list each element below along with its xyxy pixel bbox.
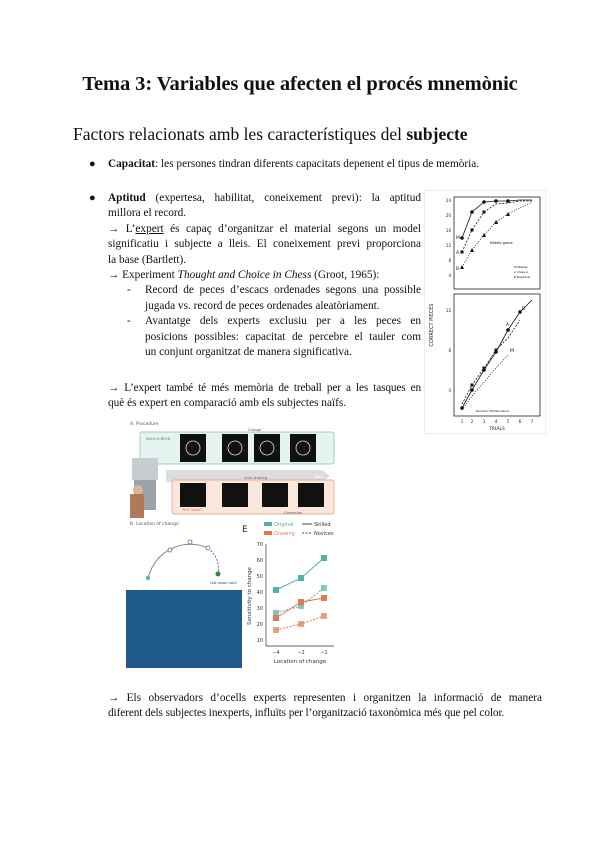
data-point	[506, 328, 510, 332]
experiment-arrow: → Experiment	[108, 269, 178, 282]
bullet-aptitud	[108, 191, 421, 360]
x-tick: 4	[494, 419, 498, 424]
legend-drawing: Drawing	[274, 531, 295, 537]
bottom-tick: 4	[448, 388, 451, 393]
experiment-line	[108, 268, 421, 283]
marker-label: B	[456, 267, 460, 272]
legend-item: A Class A	[514, 270, 528, 274]
bottom-tick: 8	[448, 348, 451, 353]
legend-swatch-original	[264, 522, 272, 526]
data-point	[461, 251, 464, 254]
section-heading	[73, 124, 468, 145]
data-point	[298, 599, 304, 605]
data-point	[471, 229, 474, 232]
figure-frame	[424, 190, 546, 434]
dash2-line1: Avantatge dels experts exclusiu per a les peces en	[145, 315, 421, 328]
data-point	[460, 236, 464, 240]
data-point	[273, 615, 279, 621]
dash-item-1	[108, 283, 421, 314]
data-point	[471, 384, 474, 387]
blue-photo-area	[126, 590, 242, 668]
y-tick: 70	[256, 542, 263, 548]
expert-line2: significatiu i subjecte a lleis. El coneixement previ proporciona	[108, 238, 421, 251]
drawing-experiment-figure	[126, 418, 338, 670]
top-tick: 12	[445, 243, 451, 248]
y-tick: 60	[256, 558, 263, 564]
y-axis-label: Sensitivity to change	[247, 567, 253, 625]
top-panel-label: Middle game	[490, 241, 513, 245]
y-tick: 20	[256, 622, 263, 628]
change-label: Change	[248, 428, 262, 432]
screen-frame	[290, 434, 316, 462]
x-axis-label: Location of change	[273, 659, 327, 665]
dash-marker: -	[127, 315, 131, 328]
time-label: Time	[314, 475, 323, 479]
legend-novices: Novices	[314, 531, 334, 537]
expert-word: expert	[135, 222, 164, 235]
y-tick: 50	[256, 574, 263, 580]
legend-original: Original	[274, 522, 294, 528]
y-tick: 10	[256, 638, 263, 644]
pen-tablet-label: PEN TABLET	[182, 508, 204, 512]
experiment-ref: (Groot, 1965):	[311, 269, 380, 282]
top-tick: 24	[445, 198, 451, 203]
data-point	[298, 621, 304, 627]
section-heading-text: Factors relacionats amb les característiques del	[73, 124, 407, 144]
marker-label: B	[522, 307, 526, 312]
curve-point	[168, 548, 172, 552]
expert-line3: la base (Bartlett).	[108, 253, 187, 266]
data-point	[494, 199, 498, 203]
screen-frame	[254, 434, 280, 462]
panel-e-label: E	[242, 525, 248, 535]
top-tick: 16	[445, 228, 451, 233]
capacitat-text: : les persones tindran diferents capacitats depenent el tipus de memòria.	[155, 158, 480, 170]
dash-marker: -	[127, 284, 131, 297]
dash1-line2: jugada vs. record de peces ordenades aleatòriament.	[145, 299, 380, 312]
dash-item-2	[108, 314, 421, 360]
x-tick: 2	[470, 419, 474, 424]
data-point	[483, 211, 486, 214]
marker-label: A	[456, 251, 460, 256]
data-point	[495, 349, 498, 352]
expert-line1-text: és capaç d’organitzar el material segons un model	[163, 222, 421, 235]
marker-label: M	[510, 349, 514, 354]
birdwatchers-line2: diferent dels subjectes inexperts, influïts per l’organització taxonòmica més que pel color.	[108, 707, 505, 720]
x-tick: 1	[460, 419, 464, 424]
y-tick: 30	[256, 606, 263, 612]
experiment-title: Thought and Choice in Chess	[177, 269, 312, 282]
panel-a-label: A. Procedure	[130, 422, 159, 427]
top-tick: 4	[448, 273, 451, 278]
data-point	[273, 627, 279, 633]
term-aptitud: Aptitud	[108, 192, 146, 204]
data-point	[470, 210, 474, 214]
data-point	[321, 613, 327, 619]
data-point	[482, 200, 486, 204]
data-point	[321, 555, 327, 561]
person-head	[133, 485, 143, 495]
panel-b-label: B. Location of change	[130, 522, 179, 527]
tablet-frame	[298, 483, 324, 507]
dash2-line2: posicions possibles: capacitat de percebre el tauler com	[145, 330, 421, 343]
tablet-frame	[180, 483, 206, 507]
working-memory-line2: què és expert en comparació amb els subjectes naïfs.	[108, 397, 347, 410]
term-capacitat: Capacitat	[108, 158, 156, 170]
x-tick: 6	[518, 419, 522, 424]
top-tick: 8	[448, 258, 451, 263]
y-axis-label: CORRECT PIECES	[429, 303, 435, 347]
marker-label: M	[456, 236, 460, 241]
last-drawn-label: Last drawn point	[210, 581, 237, 585]
aptitud-line1	[108, 191, 421, 206]
curve-point	[188, 540, 192, 544]
tablet-frame	[262, 483, 288, 507]
monitor-shape	[132, 458, 158, 480]
y-tick: 40	[256, 590, 263, 596]
aptitud-line1-text: (expertesa, habilitat, coneixement previ): la aptitud	[145, 192, 421, 204]
apparatus-illustration	[130, 458, 158, 518]
data-point	[298, 575, 304, 581]
x-tick: 5	[506, 419, 510, 424]
working-memory-para	[108, 381, 421, 412]
last-drawn-point	[216, 572, 221, 577]
bullet-marker: ●	[89, 192, 96, 204]
expert-arrow: → L’	[108, 222, 136, 235]
working-memory-line1: → L’expert també té més memòria de treball per a les tasques en	[108, 382, 421, 394]
x-tick: −2	[297, 650, 305, 656]
screen-frame	[180, 434, 206, 462]
data-point	[321, 595, 327, 601]
curve-point	[206, 546, 210, 550]
data-point	[470, 388, 474, 392]
marker-label: A	[506, 323, 510, 328]
screen-frame	[222, 434, 248, 462]
person-body	[130, 494, 144, 518]
aptitud-line2: millora el record.	[108, 207, 187, 220]
legend-item: M Master	[514, 265, 528, 269]
legend-item: B Beginner	[514, 275, 531, 279]
dash2-line3: un conjunt organitzat de manera significativa.	[145, 346, 352, 359]
expert-line1	[108, 222, 421, 237]
data-point	[506, 199, 510, 203]
bullet-capacitat	[108, 157, 538, 172]
section-heading-bold: subjecte	[406, 124, 468, 144]
legend-swatch-drawing	[264, 531, 272, 535]
data-point	[483, 367, 486, 370]
bottom-panel-label: Random Middle Game	[476, 409, 510, 413]
data-point	[460, 406, 464, 410]
main-screen-label: MAIN SCREEN	[146, 437, 171, 441]
bottom-tick: 12	[445, 308, 451, 313]
x-tick: 3	[482, 419, 486, 424]
legend-skilled: Skilled	[314, 522, 331, 528]
until-drawing-label: Until drawing	[244, 476, 268, 480]
top-tick: 20	[445, 213, 451, 218]
curve-point	[146, 576, 150, 580]
x-tick: −1	[320, 650, 328, 656]
bullet-marker: ●	[89, 158, 96, 170]
page-title: Tema 3: Variables que afecten el procés mnemònic	[82, 73, 518, 95]
x-tick: 7	[530, 419, 534, 424]
data-point	[321, 585, 327, 591]
x-tick: −4	[272, 650, 280, 656]
dash1-line1: Record de peces d’escacs ordenades segons una possible	[145, 284, 421, 297]
chess-recall-figure	[424, 190, 546, 434]
data-point	[273, 587, 279, 593]
x-axis-label: TRIALS	[489, 427, 505, 432]
tablet-frame	[222, 483, 248, 507]
birdwatchers-para	[108, 691, 542, 722]
birdwatchers-line1: → Els observadors d’ocells experts representen i organitzen la informació de manera	[108, 692, 542, 704]
correction-label: Correction	[284, 511, 303, 515]
